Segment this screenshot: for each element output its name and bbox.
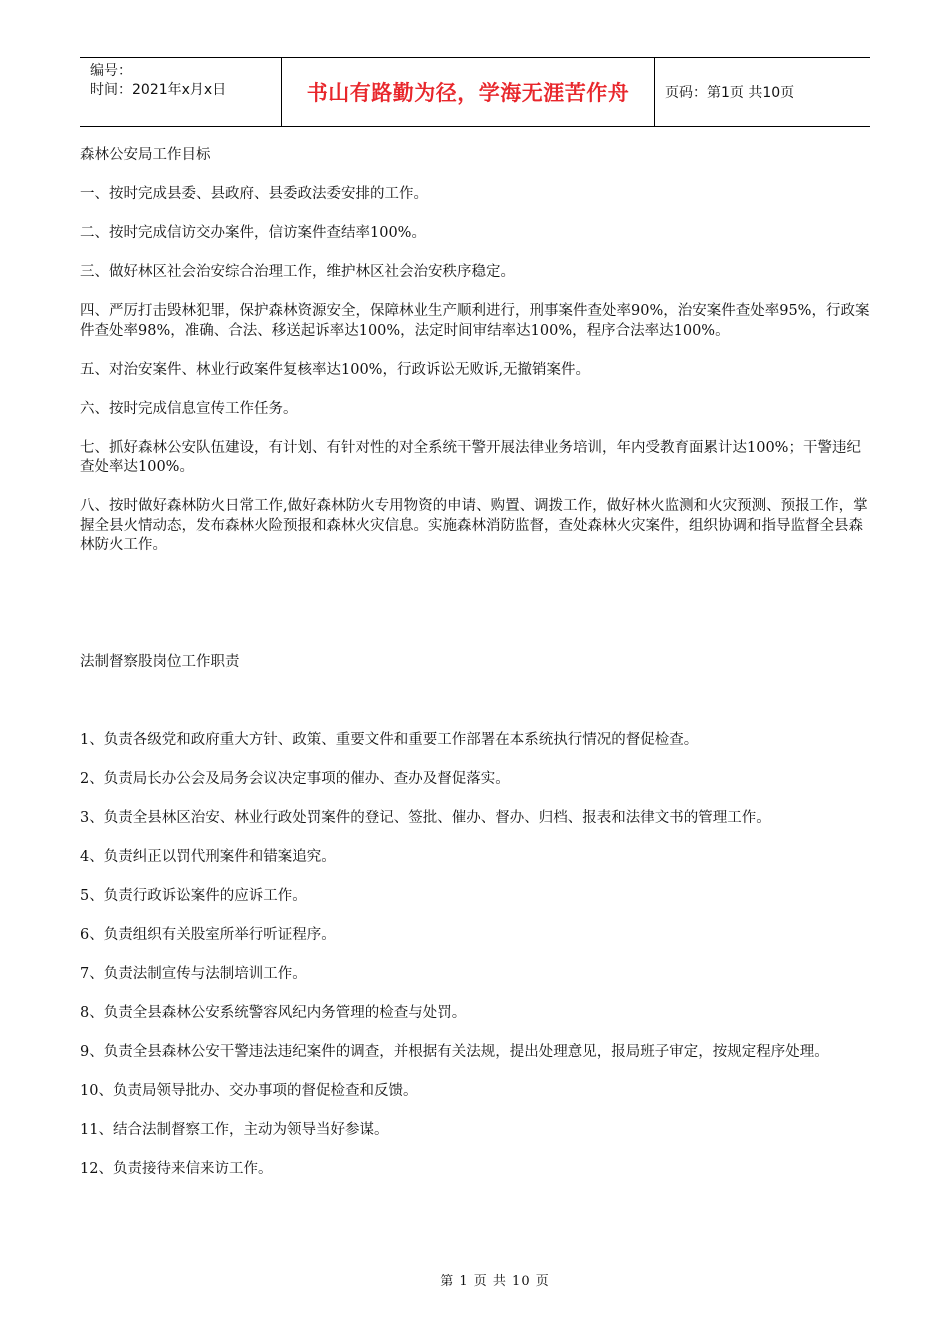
goal-item: 六、按时完成信息宣传工作任务。 — [80, 400, 298, 417]
duty-item: 1、负责各级党和政府重大方针、政策、重要文件和重要工作部署在本系统执行情况的督促检查。 — [80, 732, 699, 748]
number-label: 编号： — [90, 63, 132, 79]
spacer — [80, 575, 872, 653]
goal-item: 五、对治安案件、林业行政案件复核率达100%，行政诉讼无败诉,无撤销案件。 — [80, 361, 591, 378]
duty-item: 5、负责行政诉讼案件的应诉工作。 — [80, 888, 307, 904]
goal-item: 一、按时完成县委、县政府、县委政法委安排的工作。 — [80, 186, 428, 202]
duty-item: 3、负责全县林区治安、林业行政处罚案件的登记、签批、催办、督办、归档、报表和法律文书的管理工作。 — [80, 810, 771, 826]
goal-item: 四、严厉打击毁林犯罪，保护森林资源安全，保障林业生产顺利进行，刑事案件查处率90%，治安案件查处率95%，行政案件查处率98%，准确、合法、移送起诉率达100%，法定时间审结率达100%，程序合法率达100%。 — [80, 303, 870, 339]
time-label: 时间：2021年x月x日 — [90, 82, 227, 98]
goal-item: 七、抓好森林公安队伍建设，有计划、有针对性的对全系统干警开展法律业务培训，年内受教育面累计达100%；干警违纪查处率达100%。 — [80, 439, 861, 475]
duty-item: 9、负责全县森林公安干警违法违纪案件的调查，并根据有关法规，提出处理意见，报局班子审定，按规定程序处理。 — [80, 1044, 829, 1060]
duty-item: 6、负责组织有关股室所举行听证程序。 — [80, 927, 336, 943]
duty-item: 12、负责接待来信来访工作。 — [80, 1161, 273, 1177]
section2-title: 法制督察股岗位工作职责 — [80, 654, 240, 670]
duty-item: 7、负责法制宣传与法制培训工作。 — [80, 966, 307, 982]
page-code: 页码：第1页 共10页 — [665, 85, 795, 101]
document-body — [80, 146, 872, 1199]
page-footer: 第 1 页 共 10 页 — [440, 1274, 550, 1289]
section1-title: 森林公安局工作目标 — [80, 147, 211, 163]
header-left-cell — [80, 58, 282, 126]
motto-text: 书山有路勤为径，学海无涯苦作舟 — [282, 58, 655, 126]
duty-item: 11、结合法制督察工作，主动为领导当好参谋。 — [80, 1122, 389, 1138]
duty-item: 10、负责局领导批办、交办事项的督促检查和反馈。 — [80, 1083, 418, 1099]
goal-item: 八、按时做好森林防火日常工作,做好森林防火专用物资的申请、购置、调拨工作，做好林火监测和火灾预测、预报工作，掌握全县火情动态，发布森林火险预报和森林火灾信息。实施森林消防监督，查处森林火灾案件，组织协调和指导监督全县森林防火工作。 — [80, 498, 868, 553]
goal-item: 三、做好林区社会治安综合治理工作，维护林区社会治安秩序稳定。 — [80, 264, 515, 280]
duty-item: 8、负责全县森林公安系统警容风纪内务管理的检查与处罚。 — [80, 1005, 467, 1021]
duty-item: 4、负责纠正以罚代刑案件和错案追究。 — [80, 849, 336, 865]
goal-item: 二、按时完成信访交办案件，信访案件查结率100%。 — [80, 225, 426, 241]
duty-item: 2、负责局长办公会及局务会议决定事项的催办、查办及督促落实。 — [80, 771, 510, 787]
header-table — [80, 57, 870, 127]
spacer — [80, 692, 872, 731]
